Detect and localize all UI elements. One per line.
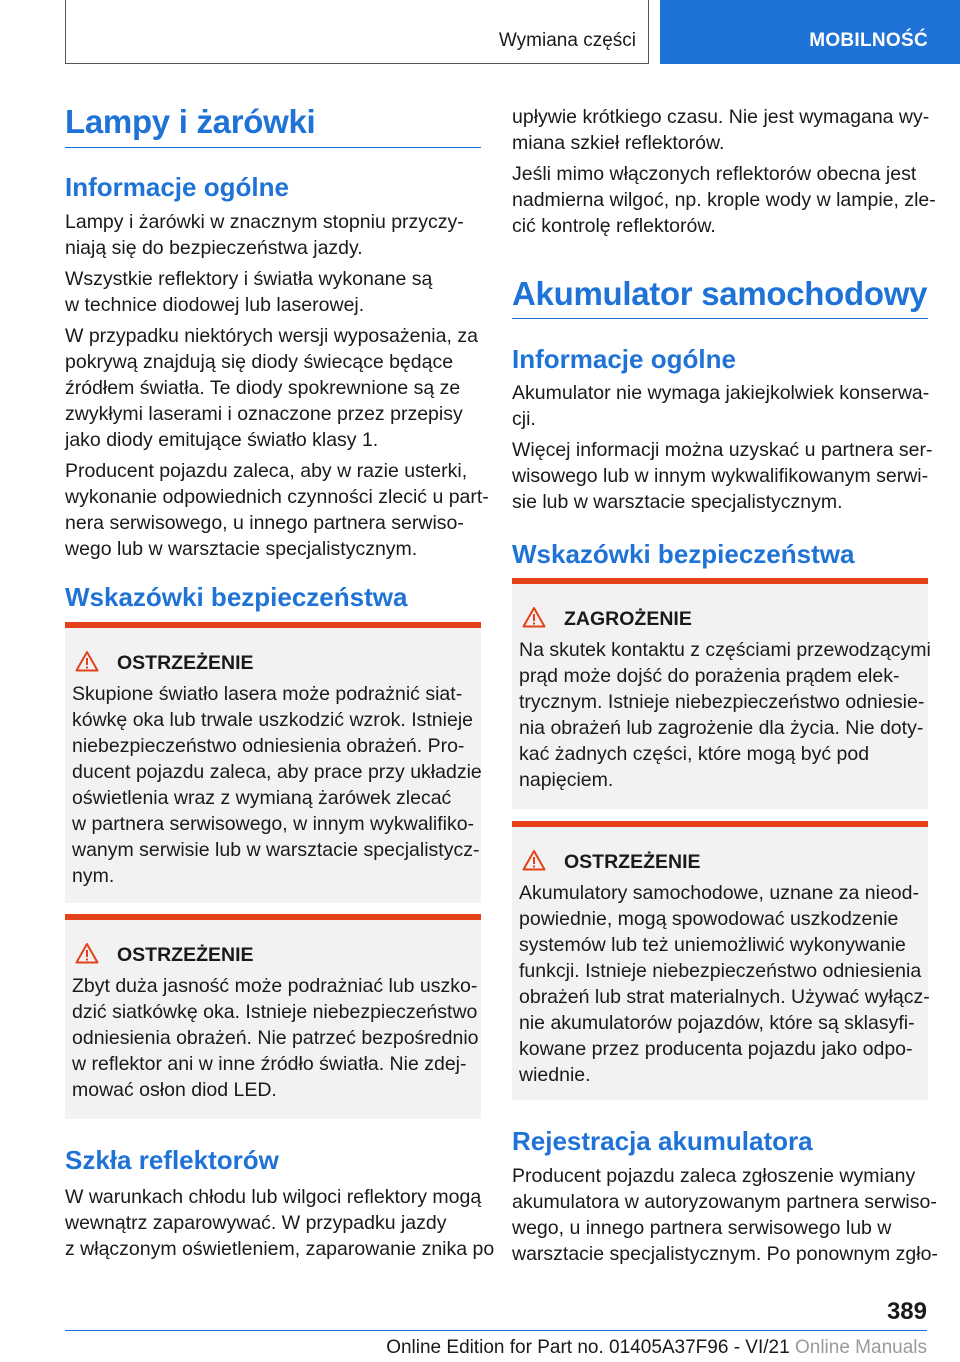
danger-box <box>512 578 931 809</box>
warning-triangle-icon <box>75 650 99 672</box>
heading-lampy: Lampy i żarówki <box>65 103 316 140</box>
warning-title: OSTRZEŻENIE <box>75 942 254 967</box>
warning-text: Na skutek kontaktu z częściami przewodzącymi prąd może dojść do porażenia prądem elek- trycznym. Istnieje niebezpieczeństwo odniesie- nia obrażeń lub zagrożenie dla życia. Nie doty- kać żadnych części, które mogą być pod napięciem. <box>519 639 931 791</box>
footer-site-watermark: Online Manuals <box>794 1337 927 1358</box>
warning-box <box>65 914 481 1119</box>
warning-title: OSTRZEŻENIE <box>75 650 254 675</box>
footer-edition: Online Edition for Part no. 01405A37F96 - VI/21 Online Manuals <box>386 1337 927 1358</box>
section-title: Wymiana części <box>498 30 636 51</box>
warning-box <box>65 622 481 903</box>
heading-general-info: Informacje ogólne <box>65 172 289 202</box>
paragraph: Producent pojazdu zaleca zgłoszenie wymiany akumulatora w autoryzowanym partnera serwiso- wego, u innego partnera serwisowego lub w warsztacie specjalistycznym. Po ponownym zgło- <box>512 1165 938 1265</box>
paragraph: Producent pojazdu zaleca, aby w razie usterki, wykonanie odpowiednich czynności zlecić u part- nera serwisowego, u innego partnera serwiso- wego lub w warsztacie specjalistycznym. <box>65 460 489 560</box>
warning-title: ZAGROŻENIE <box>522 606 692 631</box>
warning-text: Zbyt duża jasność może podrażniać lub uszko- dzić siatkówkę oka. Istnieje niebezpieczeństwo odniesienia obrażeń. Nie patrzeć bezpośrednio w reflektor ani w inne źródło światła. Nie zdej- mować osłon diod LED. <box>72 975 479 1101</box>
paragraph: Więcej informacji można uzyskać u partnera ser- wisowego lub w innym wykwalifikowanym serwi- sie lub w warsztacie specjalistycznym. <box>512 439 933 513</box>
heading-rule <box>65 147 481 148</box>
paragraph: Lampy i żarówki w znacznym stopniu przyczy- niają się do bezpieczeństwa jazdy. <box>65 211 464 259</box>
heading-akumulator: Akumulator samochodowy <box>512 275 928 312</box>
warning-triangle-icon <box>75 942 99 964</box>
chapter-tab[interactable] <box>660 0 960 64</box>
heading-safety: Wskazówki bezpieczeństwa <box>512 539 855 569</box>
heading-registration: Rejestracja akumulatora <box>512 1126 813 1156</box>
header-section-box <box>65 0 649 64</box>
heading-general-info: Informacje ogólne <box>512 344 736 374</box>
warning-title: OSTRZEŻENIE <box>522 849 701 874</box>
warning-triangle-icon <box>522 606 546 628</box>
warning-text: Skupione światło lasera może podrażnić siat- kówkę oka lub trwale uszkodzić wzrok. Istnieje niebezpieczeństwo odniesienia obrażeń. Pro- ducent pojazdu zaleca, aby prace przy układzie oświetlenia wraz z wymianą żarówek zlecać w partnera serwisowego, w innym wykwalifiko- wanym serwisie lub w warsztacie specjalistycz- nym. <box>72 683 482 887</box>
warning-box <box>512 821 928 1100</box>
paragraph: upływie krótkiego czasu. Nie jest wymagana wy- miana szkieł reflektorów. <box>512 106 930 154</box>
paragraph: W warunkach chłodu lub wilgoci reflektory mogą wewnątrz zaparowywać. W przypadku jazdy z włączonym oświetleniem, zaparowanie znika po <box>65 1186 495 1260</box>
page-number: 389 <box>886 1298 927 1325</box>
paragraph: Jeśli mimo włączonych reflektorów obecna jest nadmierna wilgoć, np. krople wody w lampie, zle- cić kontrolę reflektorów. <box>512 163 936 237</box>
heading-rule <box>512 318 928 319</box>
heading-glass: Szkła reflektorów <box>65 1145 279 1175</box>
paragraph: W przypadku niektórych wersji wyposażenia, za pokrywą znajdują się diody świecące będące źródłem światła. Te diody spokrewnione są ze zwykłymi laserami i oznaczone przez przepisy jako diody emitujące światło klasy 1. <box>65 325 478 451</box>
paragraph: Wszystkie reflektory i światła wykonane są w technice diodowej lub laserowej. <box>65 268 433 316</box>
chapter-title: MOBILNOŚĆ <box>809 30 928 51</box>
warning-triangle-icon <box>522 849 546 871</box>
footer-rule <box>65 1330 927 1331</box>
paragraph: Akumulator nie wymaga jakiejkolwiek konserwa- cji. <box>512 382 930 430</box>
heading-safety: Wskazówki bezpieczeństwa <box>65 582 408 612</box>
warning-text: Akumulatory samochodowe, uznane za nieod- powiednie, mogą spowodować uszkodzenie systemów lub też uniemożliwić wykonywanie funkcji. Istnieje niebezpieczeństwo odniesienia obrażeń lub strat materialnych. Używać wyłącz- nie akumulatorów pojazdów, które są sklasyfi- kowane przez producenta pojazdu jako odpo- wiednie. <box>519 882 930 1086</box>
